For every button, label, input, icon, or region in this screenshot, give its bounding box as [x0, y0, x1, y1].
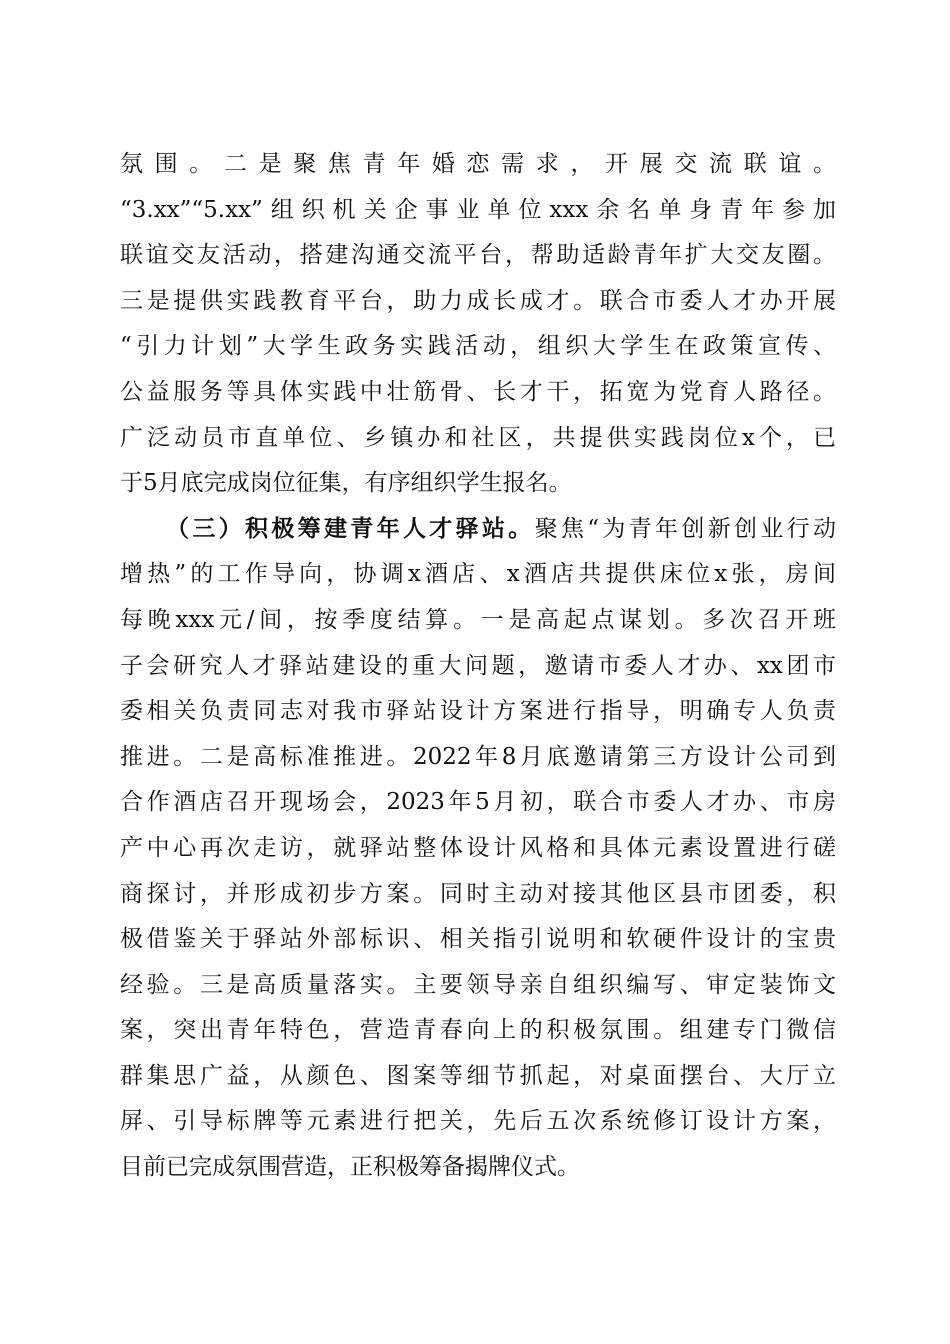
paragraph-first-line	[120, 507, 836, 553]
text-line: 增热”的工作导向，协调x酒店、x酒店共提供床位x张，房间	[120, 561, 836, 588]
text-line: 三是提供实践教育平台，助力成长成才。联合市委人才办开展	[120, 287, 836, 314]
text-line: 委相关负责同志对我市驿站设计方案进行指导，明确专人负责	[120, 698, 836, 725]
text-line: 屏、引导标牌等元素进行把关，先后五次系统修订设计方案，	[120, 1108, 836, 1135]
text-line: 广泛动员市直单位、乡镇办和社区，共提供实践岗位x个，已	[120, 424, 836, 451]
text-line: 经验。三是高质量落实。主要领导亲自组织编写、审定装饰文	[120, 971, 836, 998]
text-line: 联谊交友活动，搭建沟通交流平台，帮助适龄青年扩大交友圈。	[120, 242, 836, 269]
text-line: “3.xx”“5.xx”组织机关企事业单位xxx余名单身青年参加	[120, 196, 836, 223]
text-line: 每晚xxx元/间，按季度结算。一是高起点谋划。多次召开班	[120, 606, 836, 633]
text-line: 目前已完成氛围营造，正积极筹备揭牌仪式。	[120, 1154, 580, 1181]
text-line: 极借鉴关于驿站外部标识、相关指引说明和软硬件设计的宝贵	[120, 926, 836, 953]
text-line: 公益服务等具体实践中壮筋骨、长才干，拓宽为党育人路径。	[120, 378, 836, 405]
text-line: 合作酒店召开现场会，2023年5月初，联合市委人才办、市房	[120, 789, 836, 816]
text-line: 产中心再次走访，就驿站整体设计风格和具体元素设置进行磋	[120, 834, 836, 861]
text-line: 案，突出青年特色，营造青春向上的积极氛围。组建专门微信	[120, 1017, 836, 1044]
text-run: 聚焦“为青年创新创业行动	[534, 515, 836, 542]
text-line: “引力计划”大学生政务实践活动，组织大学生在政策宣传、	[120, 333, 836, 360]
text-line: 推进。二是高标准推进。2022年8月底邀请第三方设计公司到	[120, 743, 836, 770]
text-line: 氛围。二是聚焦青年婚恋需求，开展交流联谊。	[120, 151, 836, 177]
text-line: 商探讨，并形成初步方案。同时主动对接其他区县市团委，积	[120, 880, 836, 907]
section-heading: （三）积极筹建青年人才驿站。	[166, 515, 535, 542]
text-line: 群集思广益，从颜色、图案等细节抓起，对桌面摆台、大厅立	[120, 1062, 836, 1089]
document-body	[120, 142, 836, 1191]
text-line: 于5月底完成岗位征集，有序组织学生报名。	[120, 470, 572, 497]
text-line: 子会研究人才驿站建设的重大问题，邀请市委人才办、xx团市	[120, 652, 836, 679]
